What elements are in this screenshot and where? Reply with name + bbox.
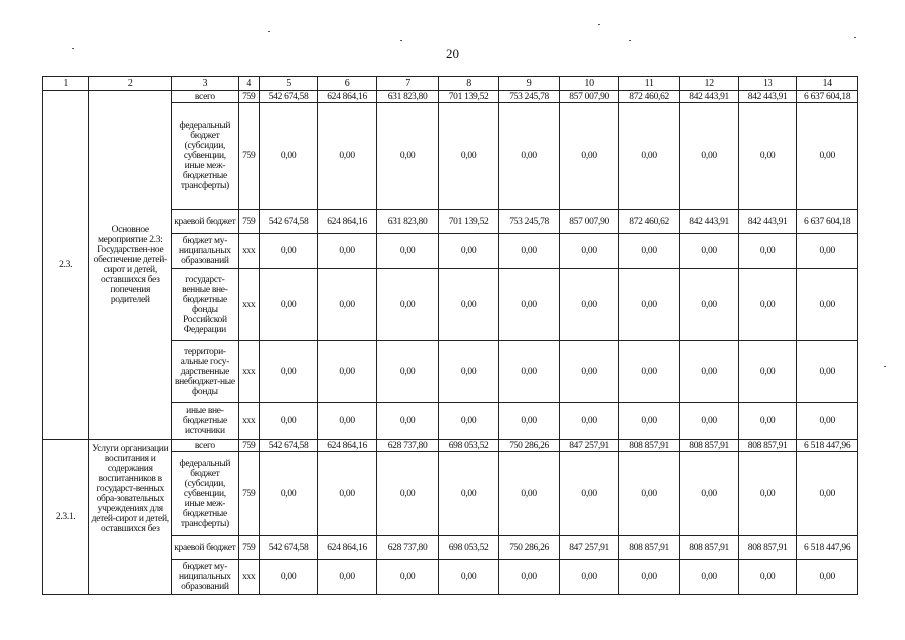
- value-cell: 753 245,78: [498, 210, 560, 234]
- value-cell: 0,00: [560, 403, 619, 440]
- value-cell: 808 857,91: [618, 536, 680, 560]
- value-cell: 0,00: [498, 234, 560, 269]
- code-cell: 759: [238, 452, 259, 536]
- value-cell: 0,00: [797, 560, 858, 595]
- value-cell: 872 460,62: [618, 210, 680, 234]
- value-cell: 0,00: [259, 560, 318, 595]
- value-cell: 0,00: [376, 269, 439, 341]
- scan-speck: [72, 48, 74, 49]
- value-cell: 0,00: [439, 560, 499, 595]
- value-cell: 628 737,80: [376, 440, 439, 452]
- code-cell: 759: [238, 440, 259, 452]
- scan-speck: [598, 24, 600, 25]
- scan-speck: [629, 40, 631, 41]
- column-number-2: 2: [89, 77, 172, 91]
- value-cell: 750 286,26: [498, 440, 560, 452]
- column-number-3: 3: [172, 77, 239, 91]
- column-number-9: 9: [498, 77, 560, 91]
- value-cell: 0,00: [680, 234, 739, 269]
- column-number-5: 5: [259, 77, 318, 91]
- funding-source: всего: [172, 440, 239, 452]
- column-number-12: 12: [680, 77, 739, 91]
- value-cell: 624 864,16: [318, 91, 377, 103]
- value-cell: 0,00: [439, 269, 499, 341]
- value-cell: 0,00: [318, 452, 377, 536]
- value-cell: 701 139,52: [439, 210, 499, 234]
- value-cell: 0,00: [376, 341, 439, 403]
- value-cell: 624 864,16: [318, 440, 377, 452]
- funding-source: бюджет му-ниципальных образований: [172, 560, 239, 595]
- table-row: [43, 91, 858, 103]
- value-cell: 0,00: [439, 341, 499, 403]
- scan-speck: [400, 40, 402, 41]
- value-cell: 0,00: [738, 103, 797, 210]
- value-cell: 857 007,90: [560, 91, 619, 103]
- funding-source: государст-венные вне-бюджетные фонды Российской Федерации: [172, 269, 239, 341]
- value-cell: 542 674,58: [259, 210, 318, 234]
- value-cell: 842 443,91: [680, 210, 739, 234]
- block-name: Основное мероприятие 2.3: Государствен-ное обеспечение детей-сирот и детей, оставшихся без попечения родителей: [89, 91, 172, 440]
- value-cell: 0,00: [560, 234, 619, 269]
- column-number-7: 7: [376, 77, 439, 91]
- value-cell: 0,00: [376, 234, 439, 269]
- value-cell: 701 139,52: [439, 91, 499, 103]
- value-cell: 0,00: [439, 103, 499, 210]
- value-cell: 0,00: [560, 269, 619, 341]
- value-cell: 0,00: [797, 341, 858, 403]
- scan-speck: [854, 37, 856, 38]
- value-cell: 542 674,58: [259, 536, 318, 560]
- funding-source: краевой бюджет: [172, 210, 239, 234]
- value-cell: 0,00: [738, 452, 797, 536]
- value-cell: 0,00: [318, 341, 377, 403]
- value-cell: 808 857,91: [680, 536, 739, 560]
- column-number-8: 8: [439, 77, 499, 91]
- value-cell: 808 857,91: [680, 440, 739, 452]
- value-cell: 0,00: [376, 560, 439, 595]
- value-cell: 872 460,62: [618, 91, 680, 103]
- value-cell: 0,00: [797, 452, 858, 536]
- value-cell: 0,00: [318, 560, 377, 595]
- value-cell: 808 857,91: [738, 536, 797, 560]
- value-cell: 0,00: [498, 452, 560, 536]
- value-cell: 808 857,91: [738, 440, 797, 452]
- funding-source: всего: [172, 91, 239, 103]
- value-cell: 628 737,80: [376, 536, 439, 560]
- value-cell: 0,00: [680, 452, 739, 536]
- column-number-6: 6: [318, 77, 377, 91]
- value-cell: 0,00: [498, 403, 560, 440]
- value-cell: 0,00: [618, 103, 680, 210]
- value-cell: 0,00: [318, 269, 377, 341]
- value-cell: 0,00: [618, 269, 680, 341]
- value-cell: 0,00: [498, 103, 560, 210]
- value-cell: 0,00: [498, 341, 560, 403]
- value-cell: 0,00: [680, 341, 739, 403]
- value-cell: 0,00: [680, 560, 739, 595]
- value-cell: 6 518 447,96: [797, 440, 858, 452]
- value-cell: 753 245,78: [498, 91, 560, 103]
- value-cell: 0,00: [259, 269, 318, 341]
- value-cell: 847 257,91: [560, 440, 619, 452]
- scan-speck: [884, 366, 886, 367]
- value-cell: 698 053,52: [439, 440, 499, 452]
- table-row: [43, 440, 858, 452]
- value-cell: 0,00: [376, 452, 439, 536]
- value-cell: 0,00: [259, 403, 318, 440]
- value-cell: 808 857,91: [618, 440, 680, 452]
- value-cell: 0,00: [560, 560, 619, 595]
- code-cell: xxx: [238, 341, 259, 403]
- funding-source: краевой бюджет: [172, 536, 239, 560]
- value-cell: 0,00: [259, 452, 318, 536]
- value-cell: 0,00: [618, 234, 680, 269]
- value-cell: 0,00: [797, 234, 858, 269]
- value-cell: 0,00: [498, 560, 560, 595]
- value-cell: 0,00: [318, 103, 377, 210]
- value-cell: 0,00: [618, 403, 680, 440]
- column-number-11: 11: [618, 77, 680, 91]
- value-cell: 0,00: [439, 452, 499, 536]
- value-cell: 0,00: [738, 341, 797, 403]
- column-number-1: 1: [43, 77, 89, 91]
- value-cell: 624 864,16: [318, 536, 377, 560]
- code-cell: xxx: [238, 560, 259, 595]
- value-cell: 847 257,91: [560, 536, 619, 560]
- code-cell: 759: [238, 91, 259, 103]
- block-code: 2.3.1.: [43, 440, 89, 595]
- code-cell: xxx: [238, 234, 259, 269]
- value-cell: 0,00: [738, 234, 797, 269]
- value-cell: 6 637 604,18: [797, 210, 858, 234]
- value-cell: 0,00: [439, 403, 499, 440]
- value-cell: 0,00: [618, 560, 680, 595]
- value-cell: 750 286,26: [498, 536, 560, 560]
- page-number: 20: [446, 46, 459, 61]
- value-cell: 842 443,91: [738, 210, 797, 234]
- budget-table: [42, 76, 858, 595]
- value-cell: 624 864,16: [318, 210, 377, 234]
- value-cell: 0,00: [618, 341, 680, 403]
- value-cell: 0,00: [259, 341, 318, 403]
- block-name: Услуги организации воспитания и содержания воспитанников в государст-венных обра-зовательных учреждениях для детей-сирот и детей, оставшихся без: [89, 440, 172, 595]
- value-cell: 631 823,80: [376, 91, 439, 103]
- scan-speck: [268, 31, 270, 32]
- value-cell: 857 007,90: [560, 210, 619, 234]
- value-cell: 6 518 447,96: [797, 536, 858, 560]
- value-cell: 0,00: [738, 560, 797, 595]
- value-cell: 542 674,58: [259, 440, 318, 452]
- value-cell: 0,00: [797, 103, 858, 210]
- funding-source: федеральный бюджет (субсидии, субвенции, иные меж-бюджетные трансферты): [172, 103, 239, 210]
- value-cell: 0,00: [797, 269, 858, 341]
- funding-source: бюджет му-ниципальных образований: [172, 234, 239, 269]
- value-cell: 842 443,91: [738, 91, 797, 103]
- value-cell: 0,00: [318, 403, 377, 440]
- value-cell: 0,00: [318, 234, 377, 269]
- value-cell: 0,00: [376, 403, 439, 440]
- value-cell: 0,00: [680, 403, 739, 440]
- code-cell: xxx: [238, 403, 259, 440]
- value-cell: 0,00: [680, 269, 739, 341]
- funding-source: федеральный бюджет (субсидии, субвенции, иные меж-бюджетные трансферты): [172, 452, 239, 536]
- value-cell: 0,00: [560, 103, 619, 210]
- value-cell: 0,00: [680, 103, 739, 210]
- column-number-row: [43, 77, 858, 91]
- value-cell: 0,00: [376, 103, 439, 210]
- column-number-4: 4: [238, 77, 259, 91]
- value-cell: 0,00: [259, 103, 318, 210]
- value-cell: 0,00: [498, 269, 560, 341]
- code-cell: 759: [238, 536, 259, 560]
- block-code: 2.3.: [43, 91, 89, 440]
- column-number-13: 13: [738, 77, 797, 91]
- value-cell: 542 674,58: [259, 91, 318, 103]
- code-cell: xxx: [238, 269, 259, 341]
- value-cell: 0,00: [560, 452, 619, 536]
- value-cell: 0,00: [797, 403, 858, 440]
- value-cell: 0,00: [560, 341, 619, 403]
- funding-source: иные вне-бюджетные источники: [172, 403, 239, 440]
- value-cell: 631 823,80: [376, 210, 439, 234]
- column-number-14: 14: [797, 77, 858, 91]
- value-cell: 0,00: [738, 269, 797, 341]
- value-cell: 0,00: [618, 452, 680, 536]
- value-cell: 842 443,91: [680, 91, 739, 103]
- column-number-10: 10: [560, 77, 619, 91]
- code-cell: 759: [238, 103, 259, 210]
- code-cell: 759: [238, 210, 259, 234]
- funding-source: территори-альные госу-дарственные внебюджет-ные фонды: [172, 341, 239, 403]
- value-cell: 0,00: [738, 403, 797, 440]
- value-cell: 0,00: [439, 234, 499, 269]
- value-cell: 6 637 604,18: [797, 91, 858, 103]
- value-cell: 698 053,52: [439, 536, 499, 560]
- value-cell: 0,00: [259, 234, 318, 269]
